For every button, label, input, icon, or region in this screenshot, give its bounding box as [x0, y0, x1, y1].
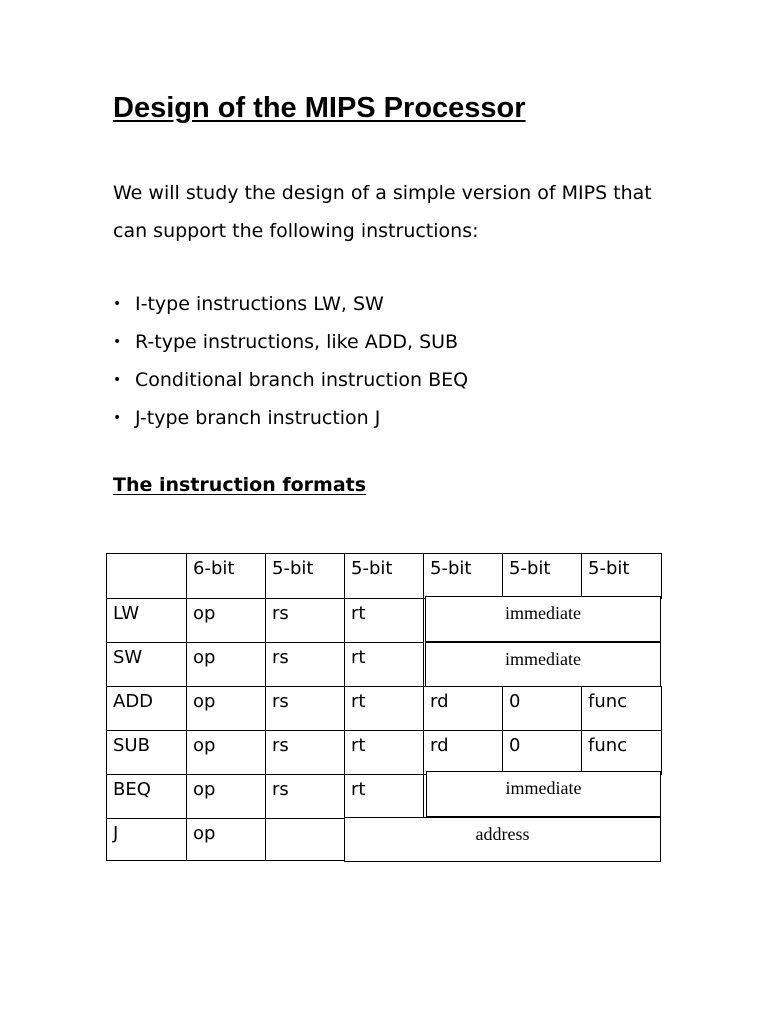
row-label-sub: SUB — [106, 730, 187, 775]
bullet-icon: • — [113, 410, 122, 426]
table-cell: op — [186, 642, 266, 687]
table-cell: op — [186, 730, 266, 775]
immediate-field: immediate — [425, 642, 661, 688]
row-label-j: J — [106, 818, 187, 861]
table-cell: rd — [423, 686, 503, 731]
table-cell: rt — [344, 774, 424, 819]
address-field: address — [344, 817, 661, 862]
table-cell: rs — [265, 598, 345, 643]
table-cell: 0 — [502, 730, 582, 775]
table-header-cell: 5-bit — [423, 553, 503, 599]
table-cell: rd — [423, 730, 503, 775]
table-cell: 0 — [502, 686, 582, 731]
table-cell: rs — [265, 774, 345, 819]
table-header-cell — [106, 553, 187, 599]
page-title: Design of the MIPS Processor — [113, 92, 526, 124]
table-header-cell: 5-bit — [502, 553, 582, 599]
table-cell: op — [186, 774, 266, 819]
section-heading: The instruction formats — [113, 474, 367, 496]
list-item-text: I-type instructions LW, SW — [135, 293, 384, 315]
table-header-cell: 5-bit — [265, 553, 345, 599]
table-cell: func — [581, 730, 662, 775]
table-header-cell: 6-bit — [186, 553, 266, 599]
table-cell: rt — [344, 730, 424, 775]
table-cell: op — [186, 686, 266, 731]
immediate-field: immediate — [426, 771, 661, 817]
list-item-text: Conditional branch instruction BEQ — [135, 369, 469, 391]
table-cell — [265, 818, 345, 861]
row-label-beq: BEQ — [106, 774, 187, 819]
intro-paragraph: We will study the design of a simple version of MIPS that can support the following instructions: — [113, 182, 652, 242]
table-cell: op — [186, 598, 266, 643]
table-cell: rs — [265, 642, 345, 687]
table-cell: rt — [344, 686, 424, 731]
row-label-lw: LW — [106, 598, 187, 643]
table-cell: rs — [265, 730, 345, 775]
bullet-icon: • — [113, 296, 122, 312]
table-cell: rs — [265, 686, 345, 731]
immediate-field: immediate — [425, 596, 661, 642]
table-header-cell: 5-bit — [344, 553, 424, 599]
list-item-text: J-type branch instruction J — [135, 407, 381, 429]
table-header-cell: 5-bit — [581, 553, 662, 599]
table-cell: rt — [344, 598, 424, 643]
table-cell: rt — [344, 642, 424, 687]
bullet-icon: • — [113, 372, 122, 388]
table-cell: func — [581, 686, 662, 731]
table-cell: op — [186, 818, 266, 861]
bullet-icon: • — [113, 334, 122, 350]
row-label-add: ADD — [106, 686, 187, 731]
list-item-text: R-type instructions, like ADD, SUB — [135, 331, 459, 353]
row-label-sw: SW — [106, 642, 187, 687]
